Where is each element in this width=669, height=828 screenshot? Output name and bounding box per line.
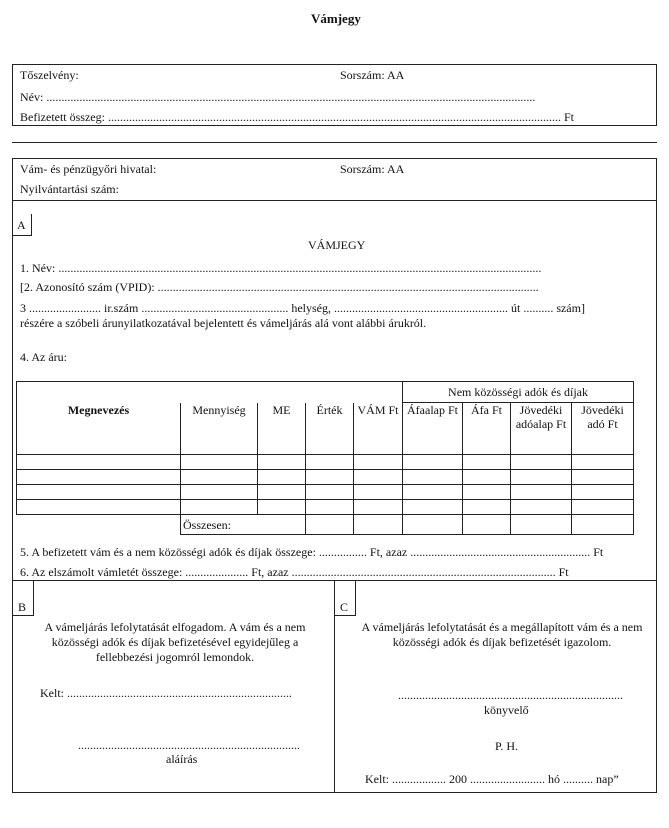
main-serial: Sorszám: AA <box>340 162 405 176</box>
total-label: Összesen: <box>181 515 306 535</box>
section-b-signature-dots: .......................................................................... <box>78 738 300 752</box>
separator-line <box>12 142 657 143</box>
stub-name-line: Név: ................................................................................................................................................................... <box>20 90 536 104</box>
col-header-quantity: Mennyiség <box>181 403 258 455</box>
header-divider <box>12 200 657 201</box>
group-header-cell: Nem közösségi adók és díjak <box>403 382 634 403</box>
section-b-signature-label: aláírás <box>166 752 198 766</box>
section-a-letter: A <box>17 218 26 232</box>
col-header-excise: Jövedéki adó Ft <box>572 403 634 455</box>
section-c-accountant-dots: ........................................................................... <box>398 688 623 702</box>
section-b-letter: B <box>18 600 27 614</box>
section-b-date-line: Kelt: ........................................................................... <box>40 686 292 700</box>
table-row <box>17 470 634 485</box>
section-c-date-line: Kelt: .................. 200 ......................... hó .......... nap” <box>365 772 619 786</box>
table-row <box>17 500 634 515</box>
deposit-line: 6. Az elszámolt vámletét összege: ..................... Ft, azaz ........................................................................................ Ft <box>20 565 569 579</box>
section-c-stamp-label: P. H. <box>495 739 519 753</box>
section-c-accountant-label: könyvelő <box>484 703 529 717</box>
goods-table <box>16 381 634 535</box>
col-header-value: Érték <box>306 403 354 455</box>
address-line: 3 ........................ ir.szám ................................................. helység, .......................................................... út .......... szám] <box>20 301 585 315</box>
col-header-duty: VÁM Ft <box>354 403 403 455</box>
col-header-vat: Áfa Ft <box>463 403 511 455</box>
stub-serial: Sorszám: AA <box>340 68 405 82</box>
registry-number-label: Nyilvántartási szám: <box>20 182 119 196</box>
section-a-heading: VÁMJEGY <box>308 238 366 252</box>
paid-amount-line: 5. A befizetett vám és a nem közösségi adók és díjak összege: ................ Ft, azaz ............................................................ Ft <box>20 545 604 559</box>
stub-label: Tőszelvény: <box>20 68 79 82</box>
vpid-line: [2. Azonosító szám (VPID): ............................................................................................................................... <box>20 280 539 294</box>
table-row <box>17 485 634 500</box>
col-header-vat-base: Áfaalap Ft <box>403 403 463 455</box>
document-title: Vámjegy <box>311 11 361 26</box>
stub-amount-line: Befizetett összeg: ....................................................................................................................................................... Ft <box>20 110 574 124</box>
office-label: Vám- és pénzügyőri hivatal: <box>20 162 157 176</box>
section-b-text: A vámeljárás lefolytatását elfogadom. A vám és a nem közösségi adók és díjak befizetésével egyidejűleg a fellebbezési jogomról lemondok. <box>44 620 306 664</box>
total-row <box>17 515 634 535</box>
col-header-name: Megnevezés <box>17 403 181 455</box>
section-c-text: A vámeljárás lefolytatását és a megállapított vám és a nem közösségi adók és díjak befizetését igazolom. <box>361 620 643 649</box>
goods-label: 4. Az áru: <box>20 350 67 364</box>
col-header-unit: ME <box>258 403 306 455</box>
declaration-line: részére a szóbeli árunyilatkozatával bejelentett és vámeljárás alá vont alábbi árukról. <box>20 316 427 330</box>
col-header-excise-base: Jövedéki adóalap Ft <box>511 403 572 455</box>
table-row <box>17 455 634 470</box>
section-c-letter: C <box>340 600 349 614</box>
name-line: 1. Név: ................................................................................................................................................................. <box>20 261 542 275</box>
